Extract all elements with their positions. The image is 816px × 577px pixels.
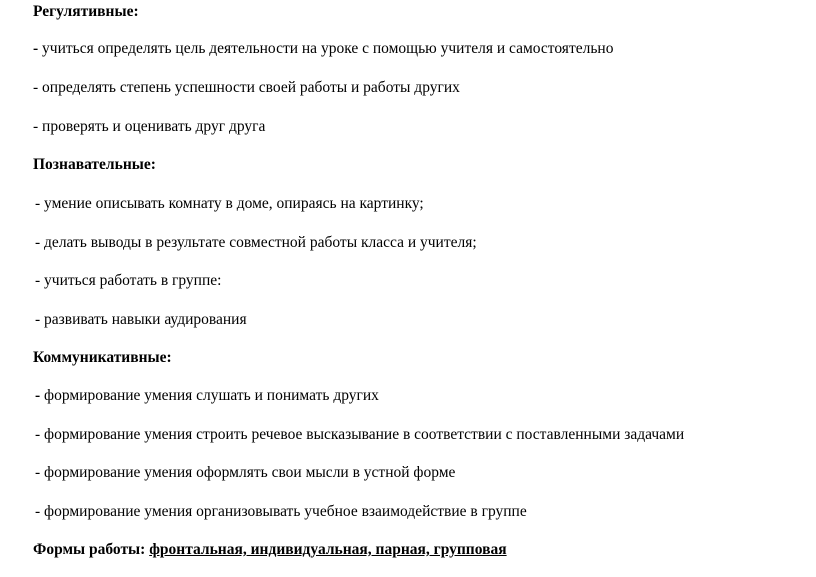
forms-of-work (33, 541, 507, 559)
forms-of-work-value: фронтальная, индивидуальная, парная, групповая (149, 541, 507, 558)
bullet-dash: - (35, 464, 41, 481)
list-item (33, 118, 265, 136)
section-heading-communicative: Коммуникативные: (33, 349, 172, 366)
list-item-text: формирование умения строить речевое высказывание в соответствии с поставленными задачами (40, 426, 685, 443)
bullet-dash: - (35, 195, 41, 212)
bullet-dash: - (35, 234, 41, 251)
list-item-text: формирование умения слушать и понимать других (40, 387, 379, 404)
list-item (35, 272, 221, 290)
list-item (35, 464, 455, 482)
list-item-text: учиться работать в группе: (40, 272, 222, 289)
list-item (33, 79, 460, 97)
section-heading-regulatory: Регулятивные: (33, 3, 139, 20)
bullet-dash: - (35, 426, 41, 443)
section-heading-cognitive: Познавательные: (33, 156, 156, 173)
list-item (35, 311, 247, 329)
bullet-dash: - (35, 311, 41, 328)
list-item (33, 40, 613, 58)
bullet-dash: - (33, 79, 39, 96)
list-item-text: развивать навыки аудирования (40, 311, 247, 328)
forms-of-work-label: Формы работы: (33, 541, 146, 558)
list-item-text: учиться определять цель деятельности на уроке с помощью учителя и самостоятельно (38, 40, 614, 57)
list-item-text: формирование умения оформлять свои мысли в устной форме (40, 464, 456, 481)
list-item-text: проверять и оценивать друг друга (38, 118, 266, 135)
bullet-dash: - (35, 387, 41, 404)
bullet-dash: - (33, 118, 39, 135)
list-item-text: формирование умения организовывать учебное взаимодействие в группе (40, 503, 527, 520)
list-item-text: определять степень успешности своей работы и работы других (38, 79, 460, 96)
list-item-text: умение описывать комнату в доме, опираясь на картинку; (40, 195, 424, 212)
list-item (35, 234, 477, 252)
list-item (35, 195, 424, 213)
bullet-dash: - (35, 272, 41, 289)
bullet-dash: - (35, 503, 41, 520)
list-item (35, 387, 379, 405)
bullet-dash: - (33, 40, 39, 57)
list-item-text: делать выводы в результате совместной работы класса и учителя; (40, 234, 477, 251)
list-item (35, 426, 684, 444)
list-item (35, 503, 527, 521)
